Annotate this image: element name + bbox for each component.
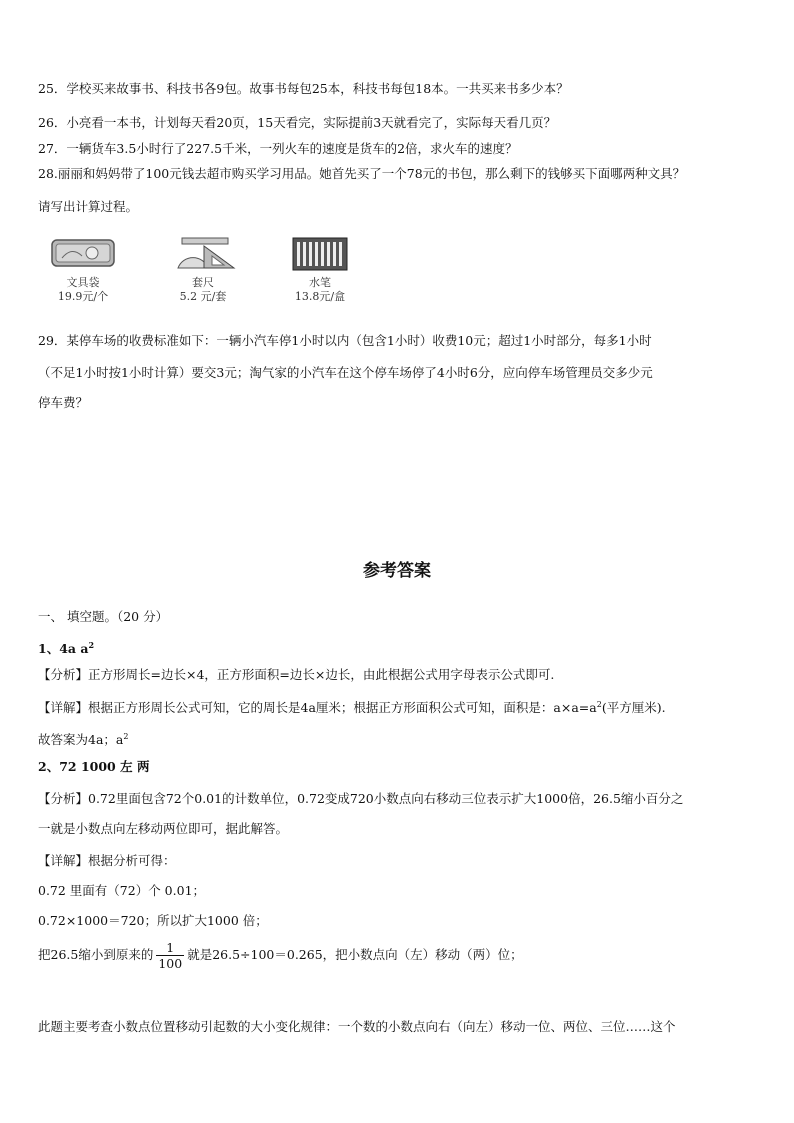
answer-1-detail-sup: 2 (596, 700, 602, 709)
answer-1-heading (38, 636, 94, 658)
answer-2-heading: 2、72 1000 左 两 (38, 759, 150, 774)
answer-2-detail: 【详解】根据分析可得： (38, 853, 176, 868)
answer-1-detail (38, 696, 666, 717)
answer-1-detail-end: (平方厘米). (601, 700, 666, 716)
pencil-case-icon (48, 234, 118, 274)
answer-2-step-1: 0.72 里面有（72）个 0.01； (38, 883, 206, 898)
answer-1-sup: 2 (88, 640, 95, 650)
item-ruler-set (158, 234, 248, 304)
answer-2-step-2: 0.72×1000＝720；所以扩大1000 倍； (38, 913, 268, 928)
question-26: 26．小亮看一本书，计划每天看20页，15天看完，实际提前3天就看完了，实际每天看几页？ (38, 115, 557, 130)
fraction-numerator: 1 (156, 940, 184, 956)
answers-title: 参考答案 (363, 561, 431, 581)
section-1-heading: 一、 填空题。（20 分） (38, 609, 169, 624)
answer-1-text: 1、4a a (38, 641, 89, 657)
question-29-line1: 29．某停车场的收费标准如下：一辆小汽车停1小时以内（包含1小时）收费10元；超过1小时部分，每多1小时 (38, 333, 652, 348)
answer-2-analysis-1: 【分析】0.72里面包含72个0.01的计数单位，0.72变成720小数点向右移动三位表示扩大1000倍，26.5缩小百分之 (38, 791, 684, 806)
answer-2-analysis-2: 一就是小数点向左移动两位即可，据此解答。 (38, 821, 289, 836)
item-name: 水笔 (309, 276, 331, 289)
question-29-line3: 停车费？ (38, 395, 89, 410)
question-29-line2: （不足1小时按1小时计算）要交3元；淘气家的小汽车在这个停车场停了4小时6分，应向停车场管理员交多少元 (38, 365, 653, 380)
answer-1-analysis: 【分析】正方形周长=边长×4，正方形面积=边长×边长，由此根据公式用字母表示公式即可. (38, 667, 555, 682)
question-25: 25．学校买来故事书、科技书各9包。故事书每包25本，科技书每包18本。一共买来书多少本？ (38, 81, 569, 96)
fraction-denominator: 100 (158, 956, 183, 971)
answer-2-summary: 此题主要考查小数点位置移动引起数的大小变化规律：一个数的小数点向右（向左）移动一位、两位、三位……这个 (38, 1019, 676, 1034)
answer-2-step-3-pre: 把26.5缩小到原来的 (38, 947, 154, 962)
pen-box-icon (285, 234, 355, 274)
answer-1-conclusion (38, 728, 128, 749)
item-pens (275, 234, 365, 304)
answer-1-detail-text: 【详解】根据正方形周长公式可知，它的周长是4a厘米；根据正方形面积公式可知，面积是：a×a=a (38, 700, 597, 716)
fraction (156, 940, 184, 971)
answer-1-conclusion-sup: 2 (123, 732, 129, 741)
question-28-line2: 请写出计算过程。 (38, 199, 139, 214)
question-27: 27．一辆货车3.5小时行了227.5千米，一列火车的速度是货车的2倍，求火车的速度？ (38, 141, 518, 156)
ruler-set-icon (168, 234, 238, 274)
answer-2-step-3 (38, 940, 523, 971)
item-pencil-case (38, 234, 128, 304)
item-name: 套尺 (192, 276, 214, 289)
answer-1-conclusion-text: 故答案为4a；a (38, 732, 124, 748)
item-price: 5.2 元/套 (179, 290, 227, 303)
item-price: 13.8元/盒 (294, 290, 346, 303)
item-price: 19.9元/个 (57, 290, 109, 303)
question-28-line1: 28.丽丽和妈妈带了100元钱去超市购买学习用品。她首先买了一个78元的书包，那么剩下的钱够买下面哪两种文具？ (38, 166, 686, 181)
answer-2-step-3-post: 就是26.5÷100＝0.265，把小数点向（左）移动（两）位； (187, 947, 523, 962)
item-name: 文具袋 (66, 276, 100, 289)
